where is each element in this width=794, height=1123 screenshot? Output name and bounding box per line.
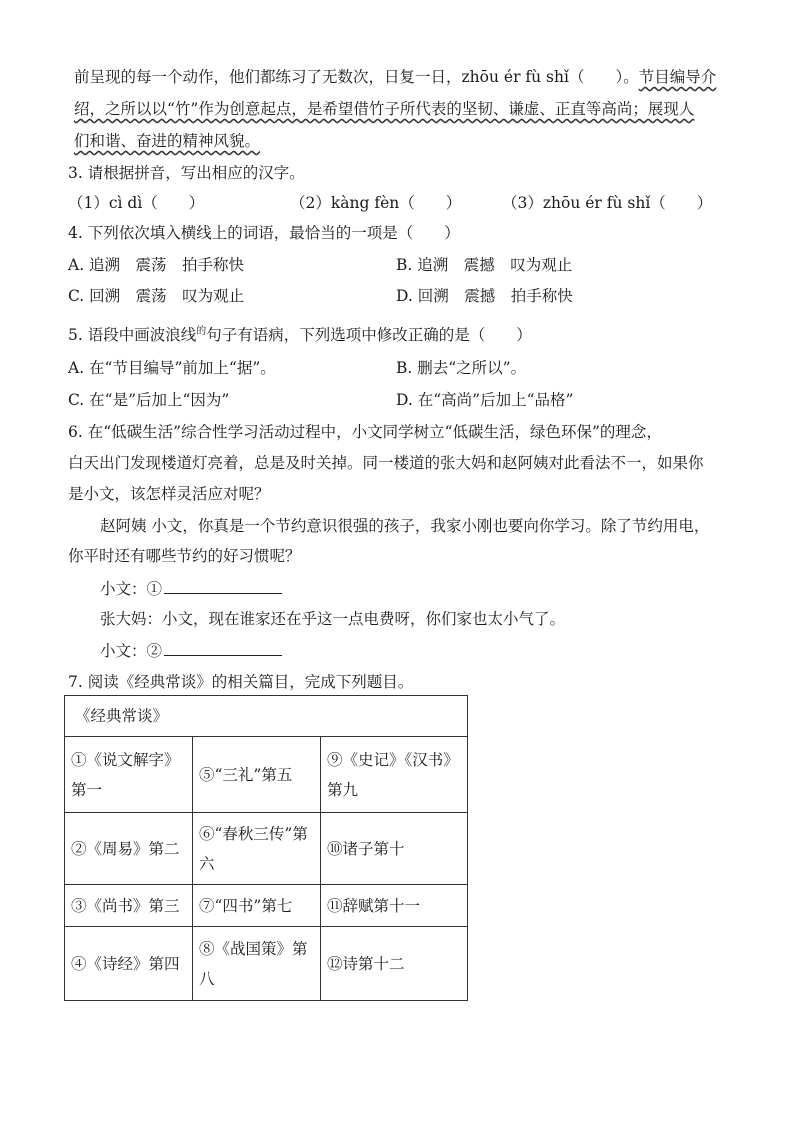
table-cell: ①《说文解字》第一 (65, 737, 193, 813)
xiaowen-label-1: 小文：① (100, 580, 163, 598)
dialogue-zhang: 张大妈：小文，现在谁家还在乎这一点电费呀，你们家也太小气了。 (100, 610, 566, 628)
dialogue-zhao-line-2: 你平时还有哪些节约的好习惯呢？ (68, 547, 301, 565)
table-cell: ⑥“春秋三传”第六 (193, 813, 321, 885)
question-7-stem: 7. 阅读《经典常谈》的相关篇目，完成下列题目。 (68, 673, 414, 691)
table-cell: ⑨《史记》《汉书》第九 (321, 737, 468, 813)
dialogue-xiaowen-1 (100, 577, 282, 600)
question-4-stem: 4. 下列依次填入横线上的词语，最恰当的一项是（ ） (68, 224, 460, 242)
answer-blank-2[interactable] (164, 639, 282, 656)
q5-stem-part-b: 句子有语病，下列选项中修改正确的是（ ） (206, 326, 532, 345)
q3-item-2[interactable]: （2）kàng fèn（ ） (290, 194, 462, 212)
classics-table (64, 695, 468, 1001)
q5-option-d[interactable]: D. 在“高尚”后加上“品格” (396, 391, 574, 409)
table-cell: ⑪辞赋第十一 (321, 885, 468, 927)
table-cell: ⑤“三礼”第五 (193, 737, 321, 813)
q4-option-b[interactable]: B. 追溯 震撼 叹为观止 (396, 256, 573, 274)
q5-option-c[interactable]: C. 在“是”后加上“因为” (68, 391, 230, 409)
q5-option-a[interactable]: A. 在“节目编导”前加上“据”。 (68, 359, 276, 377)
passage-line-3 (74, 130, 260, 152)
wavy-sentence-start: 节目编导介 (638, 68, 717, 86)
wavy-sentence-middle-tail: ；展现人 (632, 100, 695, 118)
question-6-line-1: 6. 在“低碳生活”综合性学习活动过程中，小文同学树立“低碳生活，绿色环保”的理念， (68, 423, 662, 441)
table-cell: ②《周易》第二 (65, 813, 193, 885)
xiaowen-label-2: 小文：② (100, 642, 163, 660)
table-row (65, 927, 468, 1001)
dialogue-xiaowen-2 (100, 639, 282, 662)
table-header-row (65, 696, 468, 737)
question-3-stem: 3. 请根据拼音，写出相应的汉字。 (68, 164, 305, 182)
table-cell: ④《诗经》第四 (65, 927, 193, 1001)
q3-item-1[interactable]: （1）cì dì（ ） (68, 194, 205, 212)
table-cell: ⑦“四书”第七 (193, 885, 321, 927)
table-cell: ⑧《战国策》第八 (193, 927, 321, 1001)
answer-blank-1[interactable] (164, 577, 282, 594)
table-row (65, 737, 468, 813)
q3-item-3[interactable]: （3）zhōu ér fù shǐ（ ） (502, 194, 713, 212)
wavy-sentence-end: 们和谐、奋进的精神风貌。 (74, 132, 261, 150)
q5-stem-part-a: 5. 语段中画波浪线 (68, 326, 197, 345)
table-cell: ⑫诗第十二 (321, 927, 468, 1001)
q5-stem-superscript: 的 (196, 326, 207, 337)
q4-option-a[interactable]: A. 追溯 震荡 拍手称快 (68, 256, 245, 274)
table-title: 《经典常谈》 (65, 696, 468, 737)
table-row (65, 885, 468, 927)
table-cell: ③《尚书》第三 (65, 885, 193, 927)
passage-line-1 (74, 66, 716, 88)
dialogue-zhao-line-1: 赵阿姨 小文，你真是一个节约意识很强的孩子，我家小刚也要向你学习。除了节约用电， (100, 517, 710, 535)
passage-line-2 (74, 98, 694, 120)
wavy-sentence-middle: 绍，之所以以“竹”作为创意起点，是希望借竹子所代表的坚韧、谦虚、正直等高尚 (74, 100, 633, 118)
q5-option-b[interactable]: B. 删去“之所以”。 (396, 359, 527, 377)
q4-option-c[interactable]: C. 回溯 震荡 叹为观止 (68, 287, 245, 305)
passage-text: 前呈现的每一个动作，他们都练习了无数次，日复一日，zhōu ér fù shǐ（ ）。 (74, 68, 639, 86)
table-row (65, 813, 468, 885)
question-6-line-2: 白天出门发现楼道灯亮着，总是及时关掉。同一楼道的张大妈和赵阿姨对此看法不一，如果你 (68, 454, 704, 472)
q4-option-d[interactable]: D. 回溯 震撼 拍手称快 (396, 287, 573, 305)
question-5-stem (68, 321, 532, 346)
question-6-line-3: 是小文，该怎样灵活应对呢？ (68, 485, 270, 503)
table-cell: ⑩诸子第十 (321, 813, 468, 885)
